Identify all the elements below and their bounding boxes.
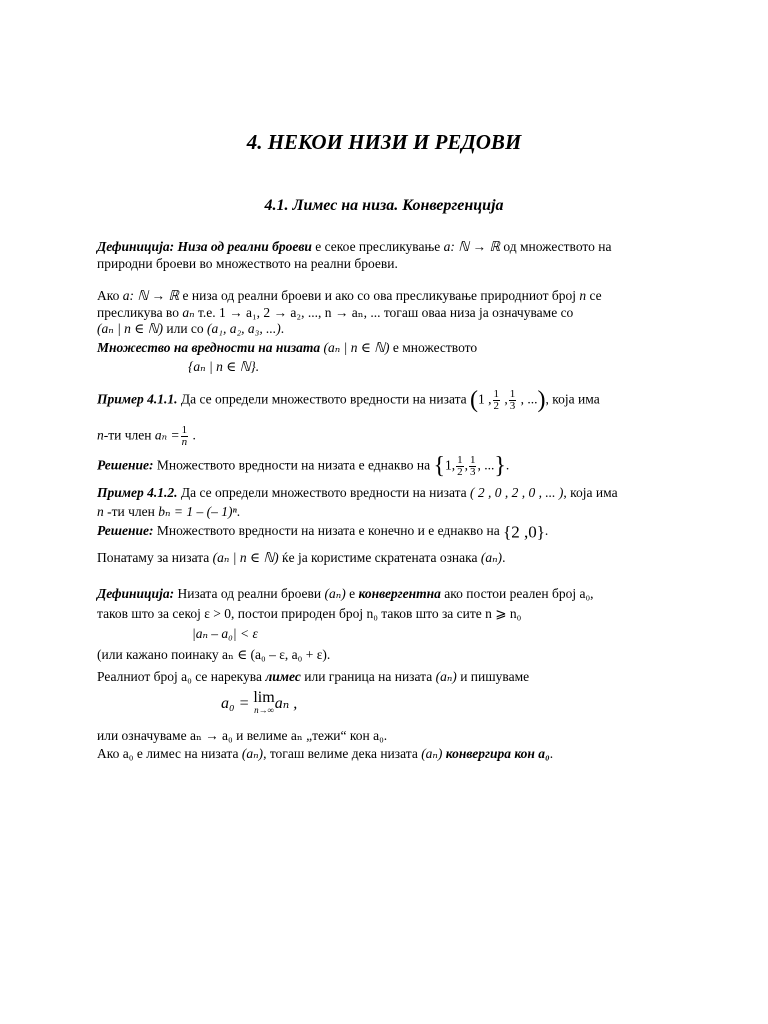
denominator: 2 bbox=[457, 466, 463, 478]
text: пресликува во bbox=[97, 305, 183, 320]
sequence-intro-line1 bbox=[97, 287, 602, 304]
set-element: 1, bbox=[444, 457, 456, 473]
text: или со bbox=[162, 321, 208, 336]
section-title: 4.1. Лимес на низа. Конвергенција bbox=[264, 197, 504, 214]
solution-label: Решение: bbox=[97, 523, 154, 538]
paren-close: ) bbox=[537, 387, 546, 413]
ellipsis: , ... bbox=[517, 391, 538, 407]
values-set-definition bbox=[97, 339, 477, 356]
text: . bbox=[280, 321, 285, 336]
term-formula: aₙ = bbox=[154, 427, 180, 443]
example-1-line1 bbox=[97, 389, 600, 412]
definition-label: Дефиниција: bbox=[97, 586, 175, 601]
text: , која има bbox=[545, 391, 600, 407]
definition-sequence-line1 bbox=[97, 238, 611, 255]
text: -ти член bbox=[103, 427, 155, 443]
sequence-notation: (aₙ) bbox=[435, 669, 457, 684]
example-2-line1 bbox=[97, 484, 618, 501]
example-2-line2 bbox=[97, 503, 240, 520]
numerator: 1 bbox=[509, 388, 516, 400]
sequence-notation: (aₙ) bbox=[324, 586, 346, 601]
example-label: Пример 4.1.2. bbox=[97, 485, 178, 500]
definition-text: е секое пресликување bbox=[311, 239, 444, 254]
result-set: {2 ,0} bbox=[503, 522, 545, 542]
sequence-intro-line2 bbox=[97, 304, 573, 321]
variable-n: n bbox=[97, 427, 104, 443]
convergent-term: конвергентна bbox=[358, 586, 441, 601]
sequence-list-notation: (a₁, a₂, a₃, ...) bbox=[207, 321, 281, 336]
text: ако постои реален број a₀, bbox=[440, 586, 594, 601]
fraction-one-half bbox=[493, 389, 501, 412]
definition-sequence-line2: природни броеви во множеството на реални броеви. bbox=[97, 256, 398, 271]
text: Ако bbox=[97, 288, 123, 303]
denominator: 3 bbox=[509, 400, 516, 412]
text: . bbox=[544, 523, 549, 538]
definition-text-end: од множеството на bbox=[500, 239, 612, 254]
text: ќе ја користиме скратената ознака bbox=[278, 550, 481, 565]
text: Да се определи множеството вредности на низата bbox=[177, 391, 471, 407]
text: Реалниот број a₀ се нарекува bbox=[97, 669, 266, 684]
lim-subscript: n→∞ bbox=[254, 705, 274, 716]
lim-word: lim bbox=[253, 689, 275, 707]
text: е низа од реални броеви и ако со ова пресликување природниот број bbox=[179, 288, 580, 303]
mapping-formula: a: ℕ → ℝ bbox=[443, 239, 501, 254]
sequence-notation: (aₙ | n ∈ ℕ) bbox=[320, 340, 390, 355]
text: Низата од реални броеви bbox=[174, 586, 325, 601]
ellipsis: , ... bbox=[477, 457, 495, 473]
converges-term: конвергира кон a₀ bbox=[442, 746, 550, 761]
short-notation: (aₙ) bbox=[480, 550, 503, 565]
text: -ти член bbox=[103, 504, 159, 519]
fraction-one-third bbox=[469, 455, 477, 478]
definition-convergent-line2: таков што за секој ε > 0, постои природен број n₀ таков што за сите n ⩾ n₀ bbox=[97, 606, 522, 621]
chapter-title: 4. НЕКОИ НИЗИ И РЕДОВИ bbox=[246, 130, 522, 154]
sequence-notation: (aₙ | n ∈ ℕ) bbox=[212, 550, 279, 565]
text: . bbox=[236, 504, 241, 519]
fraction-one-over-n bbox=[181, 425, 189, 448]
sequence-notation: (aₙ) bbox=[241, 746, 264, 761]
variable-n: n bbox=[97, 504, 104, 519]
limit-term: лимес bbox=[265, 669, 301, 684]
text: Понатаму за низата bbox=[97, 550, 213, 565]
text: . bbox=[549, 746, 554, 761]
numerator: 1 bbox=[469, 454, 476, 466]
text: Множеството вредности на низата е конечно и е еднакво на bbox=[153, 523, 504, 538]
separator: , bbox=[501, 391, 508, 407]
limit-definition-line bbox=[97, 668, 529, 685]
notation-remark bbox=[97, 549, 505, 566]
definition-term: Низа од реални броеви bbox=[177, 239, 312, 254]
fraction-one-third bbox=[509, 389, 517, 412]
text: Да се определи множеството вредности на низата bbox=[177, 485, 471, 500]
seq-term: 1 , bbox=[478, 391, 492, 407]
fraction-one-half bbox=[456, 455, 464, 478]
text: е bbox=[345, 586, 359, 601]
example-1-line2 bbox=[97, 425, 196, 448]
values-set-formula: {aₙ | n ∈ ℕ}. bbox=[188, 359, 260, 374]
term-formula: bₙ = 1 – (– 1)ⁿ bbox=[158, 504, 237, 519]
text: е множеството bbox=[389, 340, 478, 355]
limit-rhs: aₙ , bbox=[274, 695, 298, 712]
numerator: 1 bbox=[181, 424, 188, 436]
text: . bbox=[189, 427, 196, 443]
text: се bbox=[586, 288, 602, 303]
denominator: 2 bbox=[493, 400, 500, 412]
sequence-values: ( 2 , 0 , 2 , 0 , ... ) bbox=[470, 485, 564, 500]
variable-n: n bbox=[579, 288, 587, 303]
lim-operator bbox=[253, 689, 275, 716]
solution-2 bbox=[97, 522, 548, 540]
text: или граница на низата bbox=[300, 669, 436, 684]
solution-label: Решение: bbox=[97, 457, 154, 473]
values-set-term: Множество на вредности на низата bbox=[97, 340, 321, 355]
definition-convergent-line1 bbox=[97, 585, 594, 602]
text: . bbox=[505, 457, 510, 473]
text: Множеството вредности на низата е еднакво на bbox=[153, 457, 434, 473]
convergence-line bbox=[97, 745, 553, 762]
epsilon-inequality: |aₙ – a₀| < ε bbox=[192, 626, 258, 641]
numerator: 1 bbox=[493, 388, 500, 400]
brace-open: { bbox=[433, 453, 445, 479]
example-label: Пример 4.1.1. bbox=[97, 391, 178, 407]
separator: , bbox=[464, 457, 468, 473]
brace-close: } bbox=[494, 453, 506, 479]
text: и пишуваме bbox=[456, 669, 530, 684]
numerator: 1 bbox=[457, 454, 463, 466]
sequence-notation: (aₙ | n ∈ ℕ) bbox=[97, 321, 163, 336]
text: , тогаш велиме дека низата bbox=[263, 746, 422, 761]
denominator: 3 bbox=[469, 466, 476, 478]
limit-lhs: a₀ = bbox=[221, 695, 250, 712]
mapping-chain: т.е. 1 → a₁, 2 → a₂, ..., n → aₙ, ... тогаш оваа низа ја означуваме со bbox=[194, 305, 574, 320]
text: , која има bbox=[563, 485, 618, 500]
sequence-intro-line3 bbox=[97, 320, 284, 337]
text: Ако a₀ е лимес на низата bbox=[97, 746, 242, 761]
definition-convergent-line4: (или кажано поинаку aₙ ∈ (a₀ – ε, a₀ + ε). bbox=[97, 647, 331, 662]
limit-formula bbox=[221, 689, 298, 716]
notation-line: или означуваме aₙ → a₀ и велиме aₙ „тежи“ кон a₀. bbox=[97, 728, 388, 743]
denominator: n bbox=[181, 436, 188, 448]
paren-open: ( bbox=[470, 387, 479, 413]
sequence-notation: (aₙ) bbox=[421, 746, 443, 761]
definition-label: Дефиниција: bbox=[97, 239, 175, 254]
mapping-formula: a: ℕ → ℝ bbox=[122, 288, 180, 303]
solution-1 bbox=[97, 455, 509, 478]
term-an: aₙ bbox=[182, 305, 195, 320]
text: . bbox=[502, 550, 506, 565]
